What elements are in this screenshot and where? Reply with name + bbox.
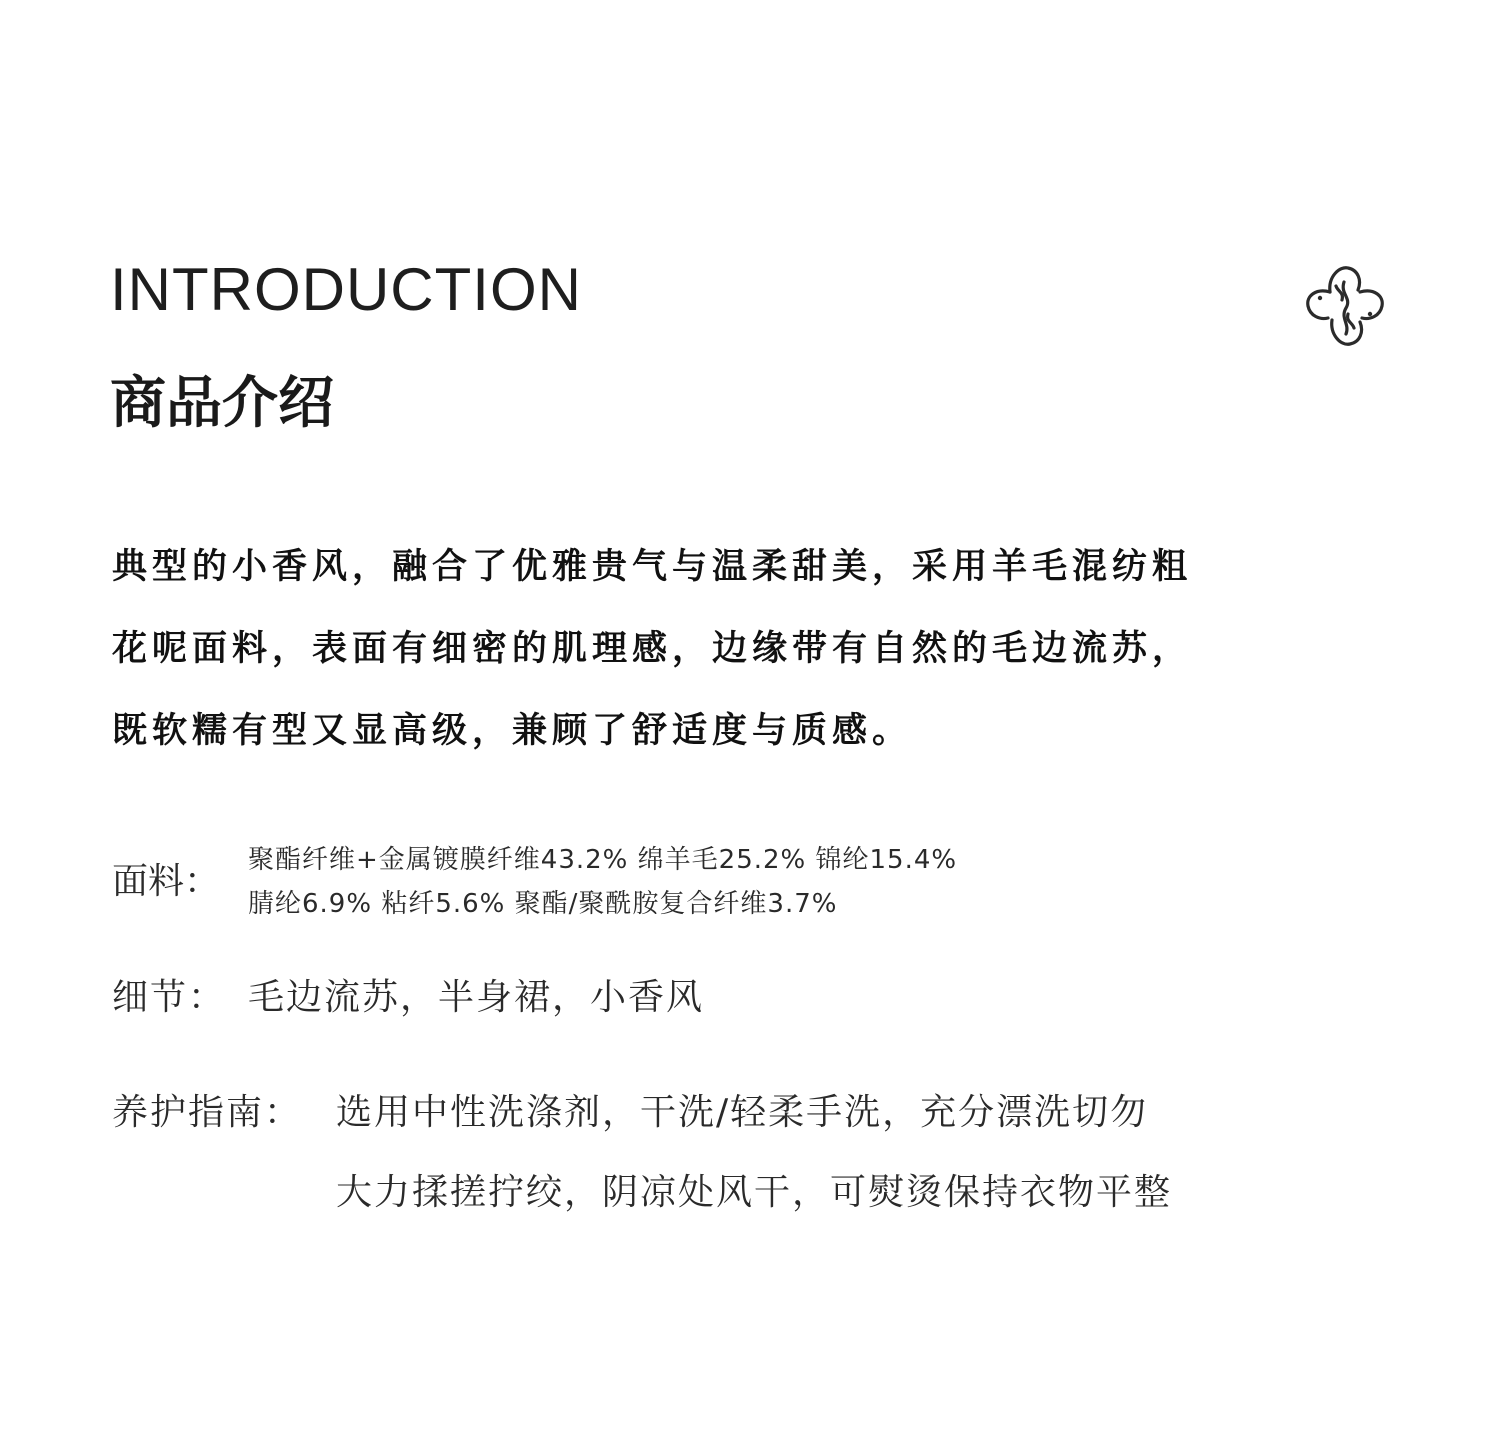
fabric-composition-line: 聚酯纤维+金属镀膜纤维43.2% 绵羊毛25.2% 锦纶15.4%: [248, 845, 958, 875]
description-line: 典型的小香风，融合了优雅贵气与温柔甜美，采用羊毛混纺粗: [112, 547, 1193, 587]
product-description: [112, 526, 1402, 772]
fabric-composition: [248, 838, 957, 926]
description-line: 花呢面料，表面有细密的肌理感，边缘带有自然的毛边流苏，: [112, 629, 1193, 669]
intro-title-en: INTRODUCTION: [110, 256, 582, 323]
care-instructions: [336, 1083, 1172, 1223]
detail-value: 毛边流苏，半身裙，小香风: [248, 977, 705, 1018]
detail-label: 细节：: [112, 977, 227, 1018]
fabric-label: 面料：: [112, 861, 221, 902]
intro-title-cn: 商品介绍: [110, 371, 334, 436]
care-instruction-line: 大力揉搓拧绞，阴凉处风干，可熨烫保持衣物平整: [336, 1172, 1173, 1213]
fabric-composition-line: 腈纶6.9% 粘纤5.6% 聚酯/聚酰胺复合纤维3.7%: [248, 889, 838, 919]
detail-row: [112, 968, 704, 1028]
care-label: 养护指南：: [112, 1092, 303, 1133]
ornamental-knot-logo-icon: [1300, 262, 1390, 350]
description-line: 既软糯有型又显高级，兼顾了舒适度与质感。: [112, 711, 913, 751]
care-instruction-line: 选用中性洗涤剂，干洗/轻柔手洗，充分漂洗切勿: [336, 1092, 1149, 1133]
